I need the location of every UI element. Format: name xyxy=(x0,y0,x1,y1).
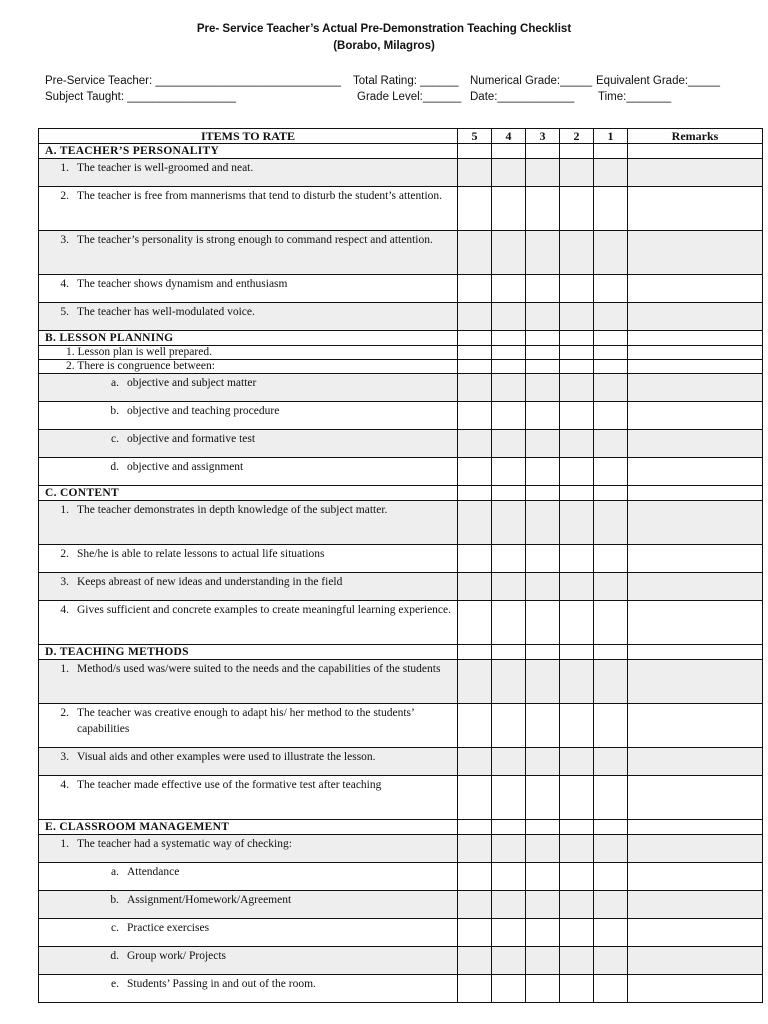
rating-cell[interactable] xyxy=(458,919,492,947)
rating-cell[interactable] xyxy=(492,863,526,891)
rating-cell[interactable] xyxy=(458,975,492,1003)
section-row xyxy=(39,645,763,660)
remarks-cell[interactable] xyxy=(628,660,763,704)
item-number: 4. xyxy=(60,604,69,616)
rating-cell[interactable] xyxy=(560,660,594,704)
subject-taught-field[interactable]: Subject Taught: _________________ xyxy=(45,91,236,103)
item-number: 3. xyxy=(60,234,69,246)
rating-cell[interactable] xyxy=(492,835,526,863)
date-field[interactable]: Date:____________ xyxy=(470,91,575,103)
rating-cell[interactable] xyxy=(458,660,492,704)
document-title: Pre- Service Teacher’s Actual Pre-Demonstration Teaching Checklist xyxy=(196,23,572,35)
rating-cell[interactable] xyxy=(526,748,560,776)
rating-cell[interactable] xyxy=(492,501,526,545)
table-row xyxy=(39,601,763,645)
table-row xyxy=(39,303,763,331)
remarks-cell[interactable] xyxy=(628,187,763,231)
rating-cell[interactable] xyxy=(560,430,594,458)
rating-cell[interactable] xyxy=(492,360,526,374)
rating-cell[interactable] xyxy=(560,748,594,776)
rating-cell[interactable] xyxy=(458,187,492,231)
rating-cell[interactable] xyxy=(560,835,594,863)
rating-cell[interactable] xyxy=(560,501,594,545)
rating-cell[interactable] xyxy=(492,430,526,458)
item-text: The teacher made effective use of the formative test after teaching xyxy=(77,779,382,791)
item-number: 2. xyxy=(60,548,69,560)
table-row xyxy=(39,374,763,402)
item-text: objective and subject matter xyxy=(127,377,257,389)
table-row xyxy=(39,545,763,573)
rating-cell[interactable] xyxy=(526,159,560,187)
item-text: Assignment/Homework/Agreement xyxy=(127,894,292,906)
rating-cell[interactable] xyxy=(594,303,628,331)
rating-cell[interactable] xyxy=(492,573,526,601)
remarks-cell[interactable] xyxy=(628,430,763,458)
remarks-cell[interactable] xyxy=(628,776,763,820)
table-row xyxy=(39,704,763,748)
item-number: 1. xyxy=(60,838,69,850)
col-1: 1 xyxy=(594,129,628,144)
rating-cell[interactable] xyxy=(560,975,594,1003)
remarks-cell[interactable] xyxy=(628,159,763,187)
rating-cell[interactable] xyxy=(492,231,526,275)
rating-cell[interactable] xyxy=(594,402,628,430)
table-row xyxy=(39,919,763,947)
rating-cell[interactable] xyxy=(594,601,628,645)
rating-cell[interactable] xyxy=(458,430,492,458)
table-row xyxy=(39,360,763,374)
rating-cell[interactable] xyxy=(526,601,560,645)
rating-cell[interactable] xyxy=(458,360,492,374)
col-4: 4 xyxy=(492,129,526,144)
rating-cell[interactable] xyxy=(560,346,594,360)
table-row xyxy=(39,947,763,975)
rating-cell[interactable] xyxy=(526,919,560,947)
item-text: objective and assignment xyxy=(127,461,244,473)
item-number: 4. xyxy=(60,278,69,290)
rating-cell[interactable] xyxy=(458,835,492,863)
grade-level-field[interactable]: Grade Level:______ xyxy=(357,91,462,103)
item-number: 2. xyxy=(60,707,69,719)
section-title: B. LESSON PLANNING xyxy=(39,331,458,346)
rating-cell[interactable] xyxy=(492,346,526,360)
rating-cell[interactable] xyxy=(594,501,628,545)
rating-cell[interactable] xyxy=(526,704,560,748)
rating-cell[interactable] xyxy=(526,346,560,360)
section-title: A. TEACHER’S PERSONALITY xyxy=(39,144,458,159)
item-number: a. xyxy=(111,377,119,389)
table-row xyxy=(39,835,763,863)
rating-cell[interactable] xyxy=(458,231,492,275)
rating-cell[interactable] xyxy=(560,947,594,975)
remarks-cell[interactable] xyxy=(628,402,763,430)
item-text: She/he is able to relate lessons to actual life situations xyxy=(77,548,325,560)
rating-cell[interactable] xyxy=(526,835,560,863)
section-row xyxy=(39,820,763,835)
remarks-cell[interactable] xyxy=(628,275,763,303)
section-row xyxy=(39,331,763,346)
item-number: b. xyxy=(110,894,119,906)
pre-service-teacher-field[interactable]: Pre-Service Teacher: _____________________________ xyxy=(45,75,341,87)
rating-cell[interactable] xyxy=(526,360,560,374)
item-text: Group work/ Projects xyxy=(127,950,227,962)
rating-cell[interactable] xyxy=(560,704,594,748)
rating-cell[interactable] xyxy=(560,402,594,430)
remarks-cell[interactable] xyxy=(628,231,763,275)
section-row xyxy=(39,486,763,501)
rating-cell[interactable] xyxy=(560,303,594,331)
table-row xyxy=(39,975,763,1003)
rating-cell[interactable] xyxy=(458,601,492,645)
rating-cell[interactable] xyxy=(526,947,560,975)
rating-cell[interactable] xyxy=(594,776,628,820)
table-row xyxy=(39,573,763,601)
rating-cell[interactable] xyxy=(560,919,594,947)
rating-cell[interactable] xyxy=(594,346,628,360)
table-row xyxy=(39,275,763,303)
rating-cell[interactable] xyxy=(492,975,526,1003)
item-number: c. xyxy=(111,922,119,934)
rating-cell[interactable] xyxy=(458,303,492,331)
rating-cell[interactable] xyxy=(560,601,594,645)
rating-cell[interactable] xyxy=(560,374,594,402)
rating-cell[interactable] xyxy=(526,374,560,402)
item-number: c. xyxy=(111,433,119,445)
table-row xyxy=(39,501,763,545)
rating-cell[interactable] xyxy=(492,776,526,820)
rating-cell[interactable] xyxy=(526,501,560,545)
table-row xyxy=(39,159,763,187)
rating-cell[interactable] xyxy=(526,187,560,231)
item-number: 3. xyxy=(60,751,69,763)
rating-cell[interactable] xyxy=(594,660,628,704)
rating-cell[interactable] xyxy=(526,975,560,1003)
item-number: b. xyxy=(110,405,119,417)
rating-table xyxy=(38,128,763,1003)
item-text: Gives sufficient and concrete examples to create meaningful learning experience. xyxy=(77,604,452,616)
rating-cell[interactable] xyxy=(594,430,628,458)
rating-cell[interactable] xyxy=(458,748,492,776)
table-row xyxy=(39,346,763,360)
rating-cell[interactable] xyxy=(594,545,628,573)
item-number: a. xyxy=(111,866,119,878)
item-number: 5. xyxy=(60,306,69,318)
item-text: Visual aids and other examples were used to illustrate the lesson. xyxy=(77,751,376,763)
time-field[interactable]: Time:_______ xyxy=(598,91,672,103)
rating-cell[interactable] xyxy=(492,303,526,331)
rating-cell[interactable] xyxy=(492,402,526,430)
table-row xyxy=(39,231,763,275)
item-text: Practice exercises xyxy=(127,922,210,934)
item-text: The teacher demonstrates in depth knowledge of the subject matter. xyxy=(77,504,388,516)
rating-cell[interactable] xyxy=(458,402,492,430)
item-text: The teacher had a systematic way of checking: xyxy=(77,838,292,850)
table-row xyxy=(39,863,763,891)
rating-cell[interactable] xyxy=(492,947,526,975)
item-text: Method/s used was/were suited to the needs and the capabilities of the students xyxy=(77,663,441,675)
item-text: Attendance xyxy=(127,866,180,878)
rating-cell[interactable] xyxy=(526,402,560,430)
rating-cell[interactable] xyxy=(594,975,628,1003)
item-number: d. xyxy=(110,950,119,962)
table-row xyxy=(39,402,763,430)
rating-cell[interactable] xyxy=(526,430,560,458)
rating-cell[interactable] xyxy=(560,360,594,374)
remarks-cell[interactable] xyxy=(628,601,763,645)
rating-cell[interactable] xyxy=(526,275,560,303)
rating-cell[interactable] xyxy=(492,187,526,231)
rating-cell[interactable] xyxy=(458,159,492,187)
rating-cell[interactable] xyxy=(458,573,492,601)
rating-cell[interactable] xyxy=(492,919,526,947)
rating-cell[interactable] xyxy=(594,947,628,975)
rating-cell[interactable] xyxy=(526,231,560,275)
rating-cell[interactable] xyxy=(560,573,594,601)
remarks-cell[interactable] xyxy=(628,748,763,776)
rating-cell[interactable] xyxy=(594,835,628,863)
remarks-cell[interactable] xyxy=(628,975,763,1003)
rating-cell[interactable] xyxy=(458,275,492,303)
item-text: The teacher has well-modulated voice. xyxy=(77,306,255,318)
rating-cell[interactable] xyxy=(458,545,492,573)
rating-cell[interactable] xyxy=(526,458,560,486)
remarks-cell[interactable] xyxy=(628,360,763,374)
rating-cell[interactable] xyxy=(526,776,560,820)
rating-cell[interactable] xyxy=(458,947,492,975)
section-title: D. TEACHING METHODS xyxy=(39,645,458,660)
section-title: C. CONTENT xyxy=(39,486,458,501)
table-row xyxy=(39,458,763,486)
remarks-cell[interactable] xyxy=(628,947,763,975)
rating-cell[interactable] xyxy=(560,545,594,573)
item-text: The teacher’s personality is strong enough to command respect and attention. xyxy=(77,234,433,246)
item-number: 1. xyxy=(60,162,69,174)
remarks-cell[interactable] xyxy=(628,863,763,891)
rating-cell[interactable] xyxy=(492,704,526,748)
rating-cell[interactable] xyxy=(560,458,594,486)
rating-cell[interactable] xyxy=(492,374,526,402)
table-row xyxy=(39,776,763,820)
rating-cell[interactable] xyxy=(458,501,492,545)
item-text: objective and formative test xyxy=(127,433,256,445)
rating-cell[interactable] xyxy=(492,891,526,919)
section-title: E. CLASSROOM MANAGEMENT xyxy=(39,820,458,835)
document-subtitle: (Borabo, Milagros) xyxy=(333,40,435,52)
rating-cell[interactable] xyxy=(458,704,492,748)
table-row xyxy=(39,660,763,704)
col-5: 5 xyxy=(458,129,492,144)
item-text: The teacher is well-groomed and neat. xyxy=(77,162,254,174)
rating-cell[interactable] xyxy=(526,573,560,601)
rating-cell[interactable] xyxy=(594,748,628,776)
rating-cell[interactable] xyxy=(560,187,594,231)
rating-cell[interactable] xyxy=(458,863,492,891)
rating-cell[interactable] xyxy=(526,660,560,704)
item-number: 4. xyxy=(60,779,69,791)
col-remarks: Remarks xyxy=(628,129,763,144)
rating-cell[interactable] xyxy=(594,275,628,303)
rating-cell[interactable] xyxy=(594,891,628,919)
rating-cell[interactable] xyxy=(594,187,628,231)
rating-cell[interactable] xyxy=(526,545,560,573)
item-number: e. xyxy=(111,978,119,990)
item-text: The teacher shows dynamism and enthusiasm xyxy=(77,278,288,290)
table-header-row xyxy=(39,129,763,144)
remarks-cell[interactable] xyxy=(628,704,763,748)
rating-cell[interactable] xyxy=(560,231,594,275)
rating-cell[interactable] xyxy=(560,275,594,303)
rating-cell[interactable] xyxy=(458,891,492,919)
rating-cell[interactable] xyxy=(594,360,628,374)
remarks-cell[interactable] xyxy=(628,835,763,863)
rating-cell[interactable] xyxy=(594,458,628,486)
rating-cell[interactable] xyxy=(492,159,526,187)
remarks-cell[interactable] xyxy=(628,545,763,573)
rating-cell[interactable] xyxy=(526,863,560,891)
rating-cell[interactable] xyxy=(594,573,628,601)
remarks-cell[interactable] xyxy=(628,346,763,360)
table-row xyxy=(39,748,763,776)
table-row xyxy=(39,430,763,458)
rating-cell[interactable] xyxy=(594,374,628,402)
rating-cell[interactable] xyxy=(526,891,560,919)
item-text: 2. There is congruence between: xyxy=(66,360,215,372)
rating-cell[interactable] xyxy=(560,159,594,187)
item-text: The teacher was creative enough to adapt his/ her method to the students’ capabilities xyxy=(77,707,415,735)
table-row xyxy=(39,187,763,231)
rating-cell[interactable] xyxy=(594,919,628,947)
item-number: 1. xyxy=(60,663,69,675)
item-text: Keeps abreast of new ideas and understanding in the field xyxy=(77,576,343,588)
remarks-cell[interactable] xyxy=(628,303,763,331)
total-rating-field[interactable]: Total Rating: ______ xyxy=(353,75,459,87)
remarks-cell[interactable] xyxy=(628,374,763,402)
remarks-cell[interactable] xyxy=(628,458,763,486)
rating-cell[interactable] xyxy=(594,704,628,748)
rating-cell[interactable] xyxy=(594,231,628,275)
col-3: 3 xyxy=(526,129,560,144)
item-text: objective and teaching procedure xyxy=(127,405,280,417)
rating-cell[interactable] xyxy=(458,458,492,486)
remarks-cell[interactable] xyxy=(628,891,763,919)
item-number: 3. xyxy=(60,576,69,588)
rating-cell[interactable] xyxy=(458,776,492,820)
rating-cell[interactable] xyxy=(492,275,526,303)
rating-cell[interactable] xyxy=(594,159,628,187)
remarks-cell[interactable] xyxy=(628,501,763,545)
col-items: ITEMS TO RATE xyxy=(39,129,458,144)
equivalent-grade-field[interactable]: Equivalent Grade:_____ xyxy=(596,75,721,87)
rating-cell[interactable] xyxy=(526,303,560,331)
rating-cell[interactable] xyxy=(492,601,526,645)
rating-cell[interactable] xyxy=(560,863,594,891)
rating-cell[interactable] xyxy=(492,458,526,486)
item-number: 2. xyxy=(60,190,69,202)
item-number: 1. xyxy=(60,504,69,516)
remarks-cell[interactable] xyxy=(628,919,763,947)
rating-cell[interactable] xyxy=(560,891,594,919)
rating-cell[interactable] xyxy=(458,374,492,402)
rating-cell[interactable] xyxy=(458,346,492,360)
section-row xyxy=(39,144,763,159)
numerical-grade-field[interactable]: Numerical Grade:_____ xyxy=(470,75,593,87)
rating-cell[interactable] xyxy=(492,545,526,573)
rating-cell[interactable] xyxy=(560,776,594,820)
item-number: d. xyxy=(110,461,119,473)
item-text: The teacher is free from mannerisms that tend to disturb the student’s attention. xyxy=(77,190,443,202)
col-2: 2 xyxy=(560,129,594,144)
item-text: Students’ Passing in and out of the room. xyxy=(127,978,316,990)
item-text: 1. Lesson plan is well prepared. xyxy=(66,346,212,358)
table-row xyxy=(39,891,763,919)
rating-cell[interactable] xyxy=(492,748,526,776)
remarks-cell[interactable] xyxy=(628,573,763,601)
rating-cell[interactable] xyxy=(594,863,628,891)
rating-cell[interactable] xyxy=(492,660,526,704)
